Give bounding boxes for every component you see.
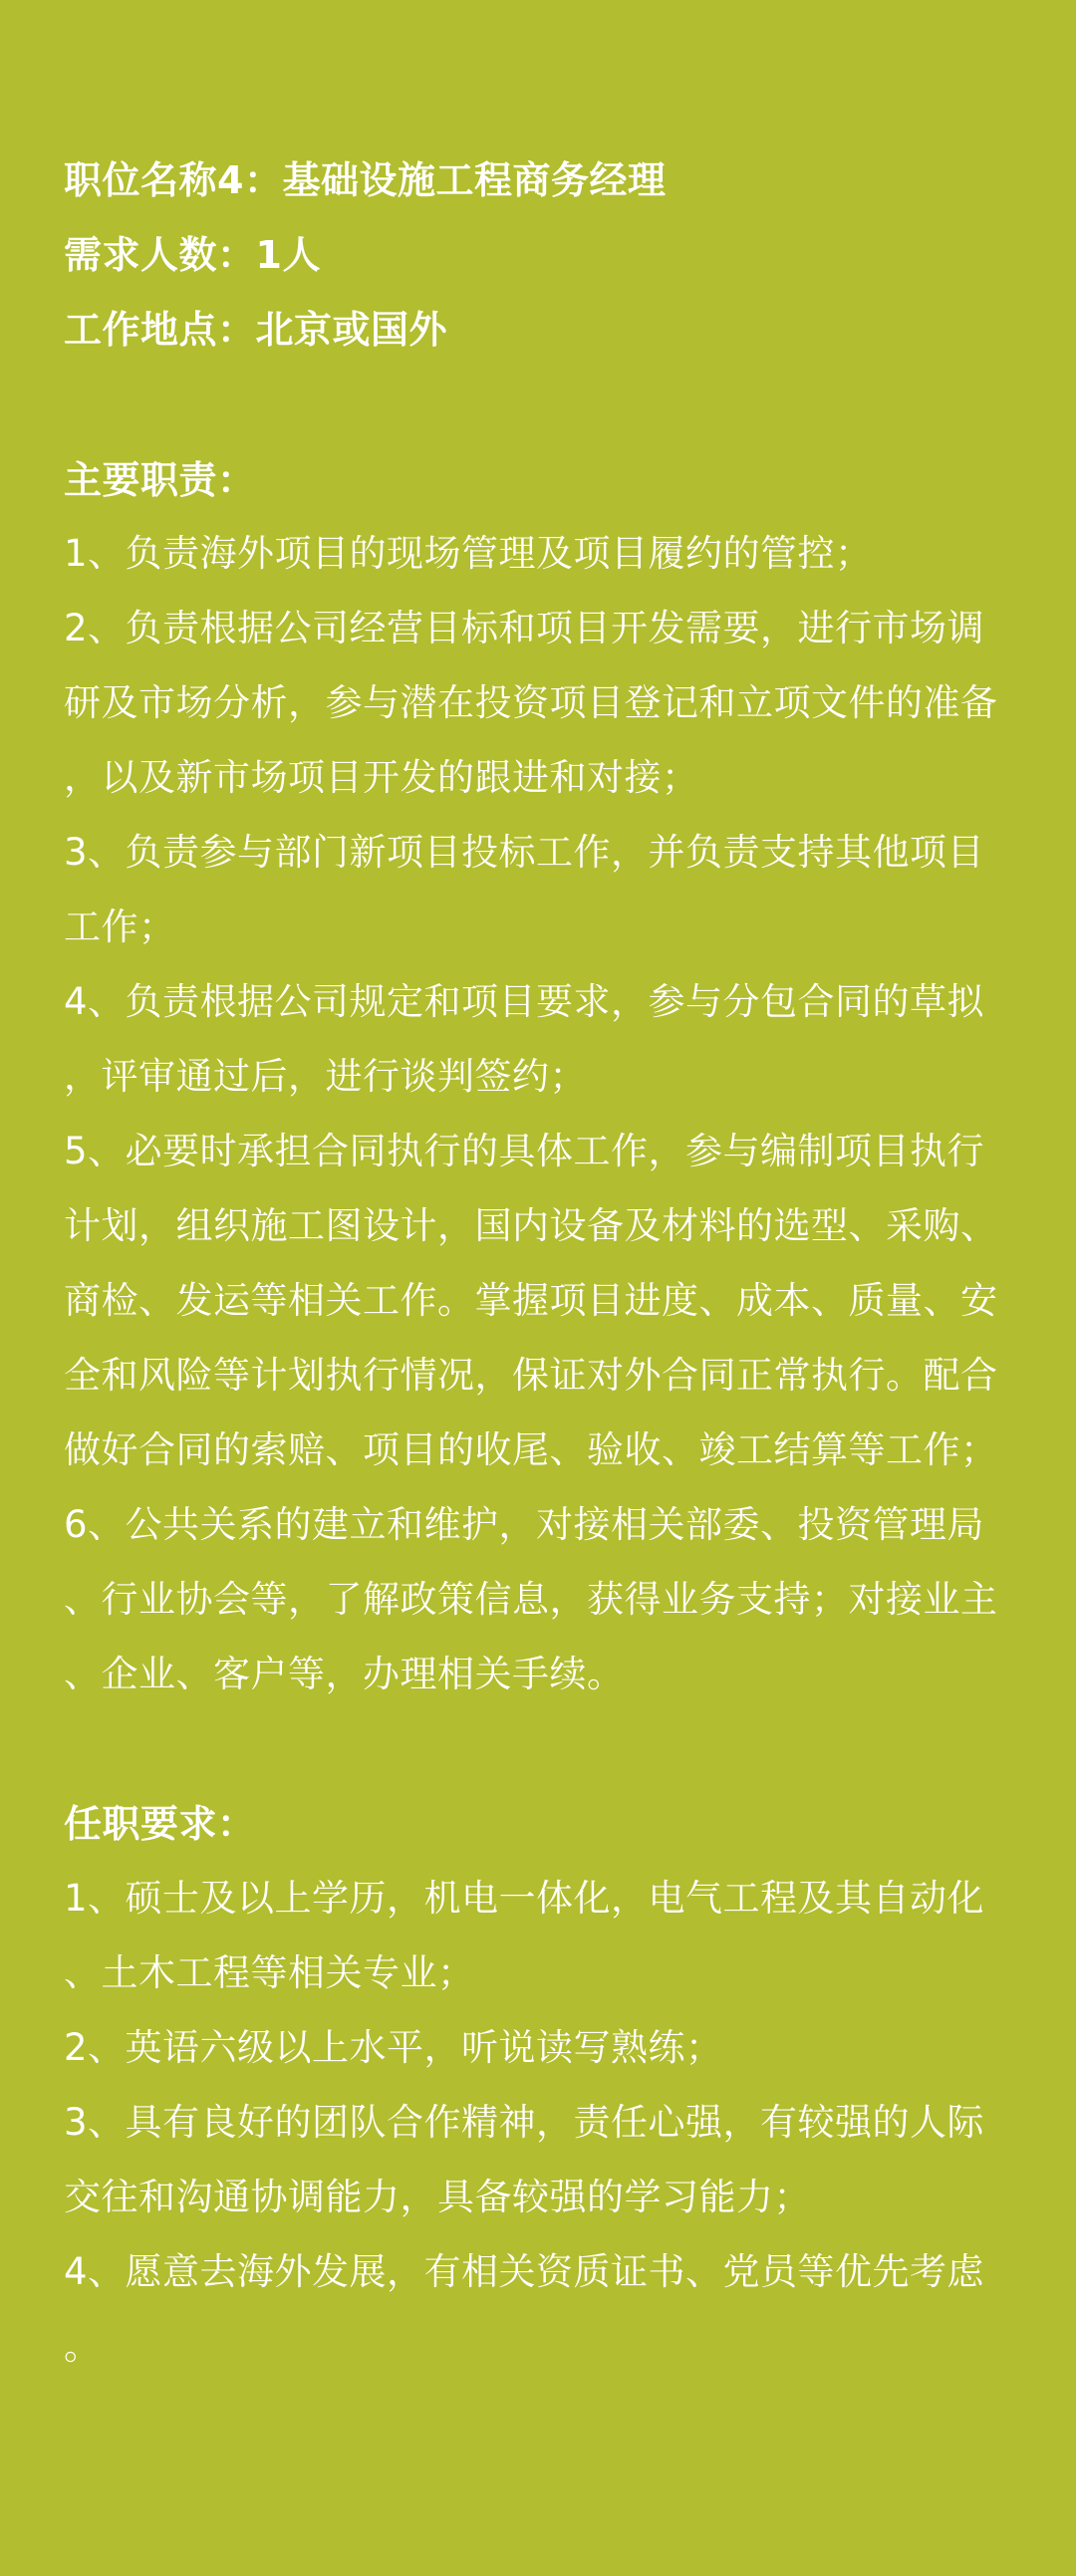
- responsibility-line: 、行业协会等，了解政策信息，获得业务支持；对接业主: [64, 1578, 998, 1621]
- responsibility-line: 3、负责参与部门新项目投标工作，并负责支持其他项目: [64, 831, 985, 874]
- requirement-line: 。: [64, 2325, 102, 2368]
- responsibility-line: ，以及新市场项目开发的跟进和对接；: [64, 756, 699, 799]
- responsibility-line: 商检、发运等相关工作。掌握项目进度、成本、质量、安: [64, 1279, 998, 1322]
- position-title: 职位名称4：基础设施工程商务经理: [64, 158, 667, 202]
- responsibility-line: ，评审通过后，进行谈判签约；: [64, 1055, 587, 1098]
- requirement-line: 、土木工程等相关专业；: [64, 1951, 475, 1994]
- work-location: 工作地点：北京或国外: [64, 308, 448, 352]
- responsibility-line: 、企业、客户等，办理相关手续。: [64, 1653, 625, 1695]
- requirement-line: 交往和沟通协调能力，具备较强的学习能力；: [64, 2176, 811, 2218]
- responsibility-line: 2、负责根据公司经营目标和项目开发需要，进行市场调: [64, 607, 985, 649]
- requirement-line: 2、英语六级以上水平，听说读写熟练；: [64, 2026, 723, 2069]
- requirements-heading: 任职要求：: [64, 1802, 256, 1846]
- requirement-line: 3、具有良好的团队合作精神，责任心强，有较强的人际: [64, 2101, 985, 2144]
- headcount: 需求人数：1人: [64, 233, 321, 277]
- responsibility-line: 全和风险等计划执行情况，保证对外合同正常执行。配合: [64, 1354, 998, 1397]
- responsibility-line: 4、负责根据公司规定和项目要求，参与分包合同的草拟: [64, 980, 985, 1023]
- responsibility-line: 6、公共关系的建立和维护，对接相关部委、投资管理局: [64, 1503, 985, 1546]
- responsibilities-heading: 主要职责：: [64, 458, 256, 502]
- responsibility-line: 1、负责海外项目的现场管理及项目履约的管控；: [64, 532, 873, 575]
- responsibility-line: 做好合同的索赔、项目的收尾、验收、竣工结算等工作；: [64, 1428, 998, 1471]
- responsibility-line: 5、必要时承担合同执行的具体工作，参与编制项目执行: [64, 1130, 985, 1172]
- responsibility-line: 研及市场分析，参与潜在投资项目登记和立项文件的准备: [64, 681, 998, 724]
- requirement-line: 1、硕士及以上学历，机电一体化，电气工程及其自动化: [64, 1877, 985, 1920]
- requirement-line: 4、愿意去海外发展，有相关资质证书、党员等优先考虑: [64, 2250, 985, 2293]
- responsibility-line: 计划，组织施工图设计，国内设备及材料的选型、采购、: [64, 1204, 998, 1247]
- responsibility-line: 工作；: [64, 905, 176, 948]
